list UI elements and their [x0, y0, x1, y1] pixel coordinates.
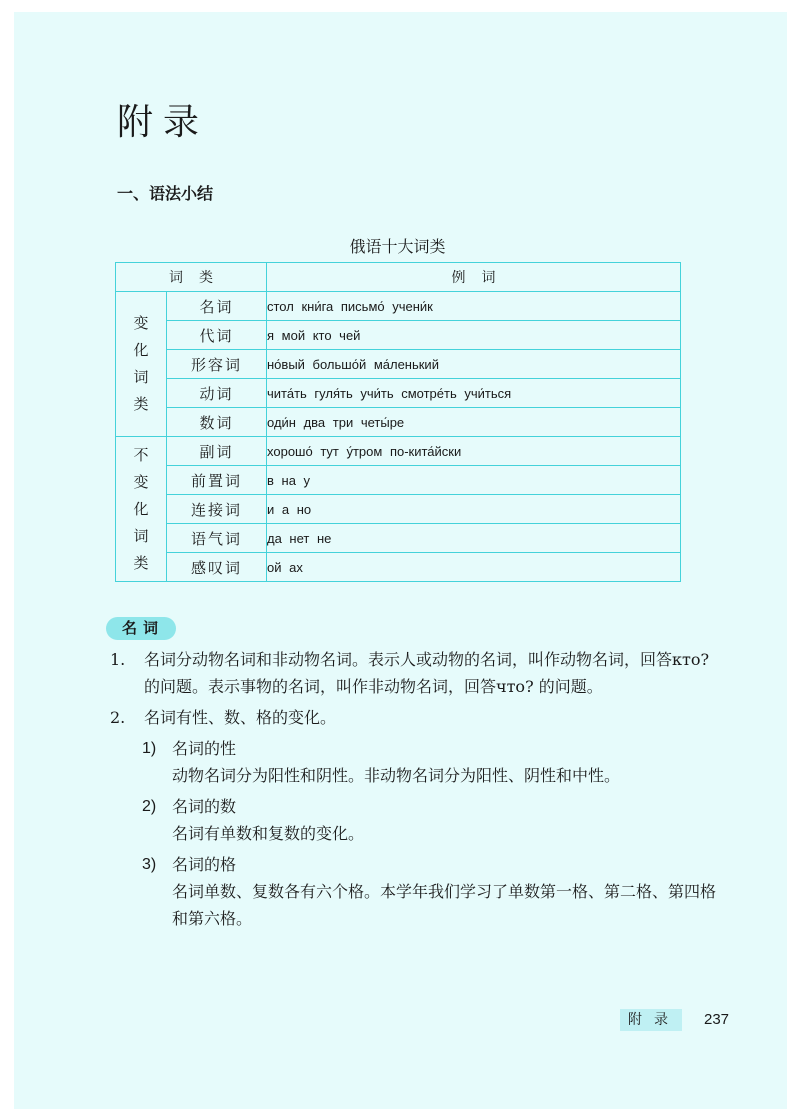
page-title: 附录	[117, 102, 210, 143]
part-name: 名词	[167, 292, 267, 321]
list-item	[110, 704, 730, 731]
footer-label: 附录	[620, 1009, 682, 1031]
part-name: 代词	[167, 321, 267, 350]
part-examples: да нет не	[267, 524, 681, 553]
noun-section-badge: 名词	[106, 617, 176, 640]
part-examples: я мой кто чей	[267, 321, 681, 350]
part-examples: в на у	[267, 466, 681, 495]
sub-item-heading: 名词的格	[172, 855, 237, 874]
header-examples: 例词	[267, 263, 681, 292]
sub-item-heading: 名词的数	[172, 797, 237, 816]
sub-item-number: 3)	[142, 856, 157, 873]
sub-item	[110, 793, 730, 847]
table-row	[116, 379, 681, 408]
table-row	[116, 495, 681, 524]
sub-item-number: 1)	[142, 740, 157, 757]
item-number: 2.	[110, 708, 126, 727]
table-row	[116, 437, 681, 466]
part-examples: хорошо́ тут у́тром по-кита́йски	[267, 437, 681, 466]
sub-item-number: 2)	[142, 798, 157, 815]
item-text: 名词有性、数、格的变化。	[144, 708, 337, 727]
part-examples: чита́ть гуля́ть учи́ть смотре́ть учи́ться	[267, 379, 681, 408]
item-number: 1.	[110, 650, 126, 669]
table-row	[116, 321, 681, 350]
part-name: 动词	[167, 379, 267, 408]
sub-item-text: 名词有单数和复数的变化。	[172, 824, 365, 843]
table-header-row	[116, 263, 681, 292]
table-row	[116, 408, 681, 437]
sub-item-heading: 名词的性	[172, 739, 237, 758]
part-name: 感叹词	[167, 553, 267, 582]
part-examples: оди́н два три четы́ре	[267, 408, 681, 437]
part-name: 连接词	[167, 495, 267, 524]
sub-item-text: 名词单数、复数各有六个格。本学年我们学习了单数第一格、第二格、第四格和第六格。	[172, 882, 717, 928]
part-name: 前置词	[167, 466, 267, 495]
part-examples: стол кни́га письмо́ учени́к	[267, 292, 681, 321]
table-row	[116, 292, 681, 321]
table-row	[116, 466, 681, 495]
part-name: 语气词	[167, 524, 267, 553]
group-label-inflected: 变 化 词 类	[116, 292, 167, 437]
header-part-of-speech: 词类	[116, 263, 267, 292]
parts-of-speech-table	[115, 262, 681, 582]
table-row	[116, 553, 681, 582]
part-name: 数词	[167, 408, 267, 437]
item-text: 名词分动物名词和非动物名词。表示人或动物的名词，叫作动物名词，回答кто? 的问题。表示事物的名词，叫作非动物名词，回答что? 的问题。	[144, 650, 710, 696]
sub-item	[110, 851, 730, 932]
noun-section-body	[110, 646, 730, 932]
sub-item	[110, 735, 730, 789]
group-label-uninflected: 不 变 化 词 类	[116, 437, 167, 582]
table-row	[116, 350, 681, 379]
section-title: 一、语法小结	[117, 184, 214, 203]
sub-item-text: 动物名词分为阳性和阴性。非动物名词分为阳性、阴性和中性。	[172, 766, 621, 785]
list-item	[110, 646, 730, 700]
part-examples: ой ах	[267, 553, 681, 582]
part-examples: но́вый большо́й ма́ленький	[267, 350, 681, 379]
page-footer	[620, 1009, 730, 1031]
part-name: 形容词	[167, 350, 267, 379]
part-examples: и а но	[267, 495, 681, 524]
page-number: 237	[704, 1011, 730, 1028]
table-row	[116, 524, 681, 553]
table-caption: 俄语十大词类	[349, 237, 446, 256]
part-name: 副词	[167, 437, 267, 466]
